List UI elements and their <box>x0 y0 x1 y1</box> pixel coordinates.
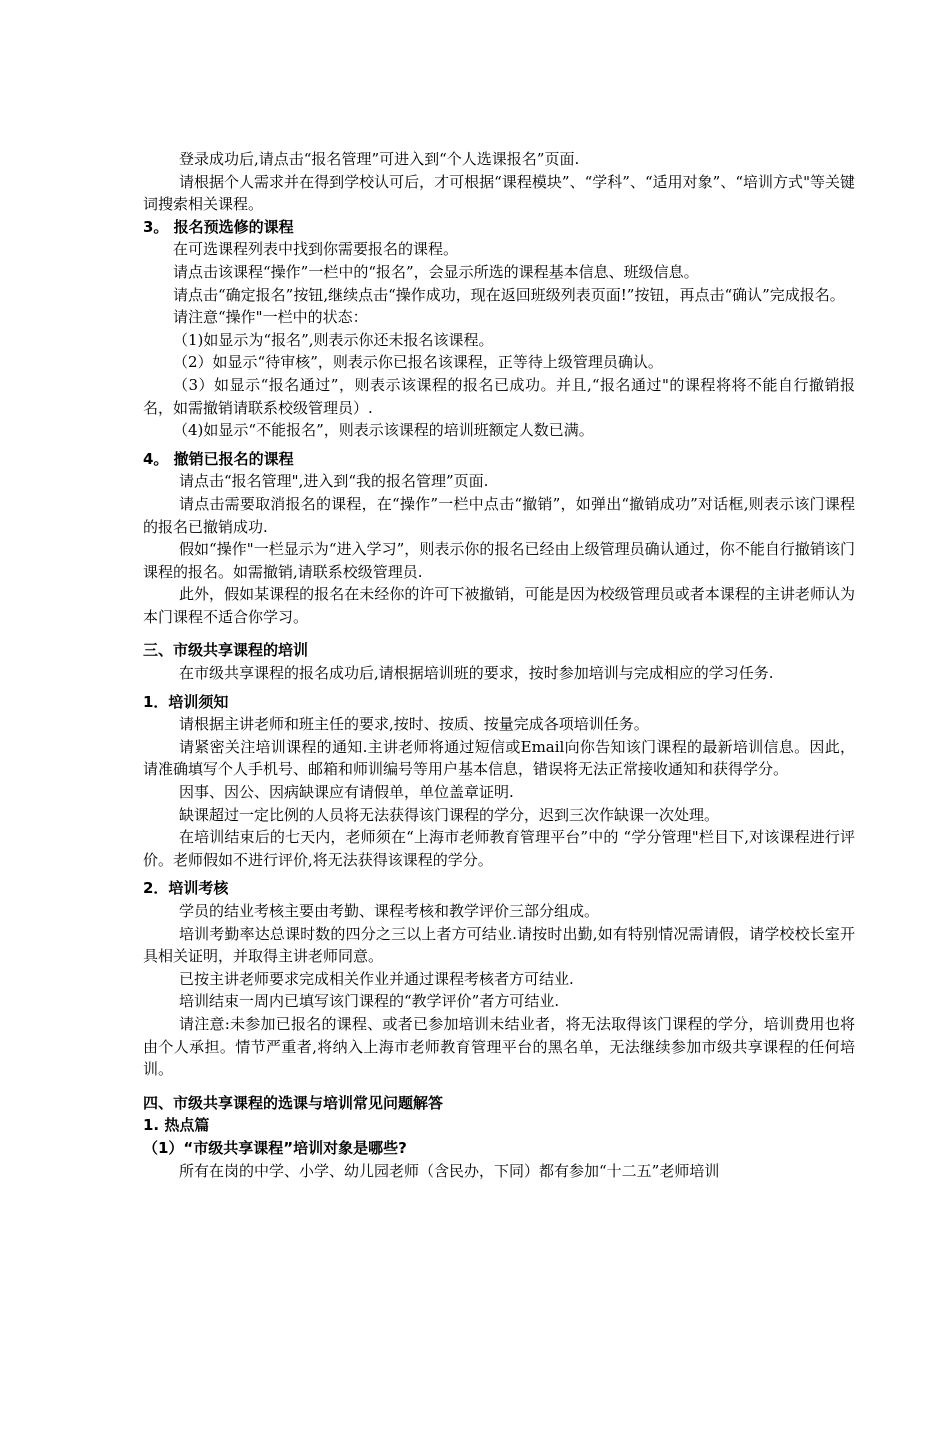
paragraph: 在培训结束后的七天内，老师须在“上海市老师教育管理平台”中的 “学分管理"栏目下,对该课程进行评价。老师假如不进行评价,将无法获得该课程的学分。 <box>143 828 855 869</box>
paragraph: 培训结束一周内已填写该门课程的“教学评价”者方可结业. <box>179 992 560 1011</box>
question-heading: （1）“市级共享课程”培训对象是哪些? <box>143 1138 407 1157</box>
paragraph: 请注意“操作"一栏中的状态： <box>173 308 368 327</box>
subsection-heading: 1. 热点篇 <box>143 1116 210 1135</box>
subsection-heading: 2．培训考核 <box>143 879 229 898</box>
paragraph: 假如“操作"一栏显示为“进入学习”，则表示你的报名已经由上级管理员确认通过，你不能自行撤销该门课程的报名。如需撤销,请联系校级管理员. <box>143 540 855 581</box>
paragraph: 请点击需要取消报名的课程，在“操作”一栏中点击“撤销”，如弹出“撤销成功”对话框,则表示该门课程的报名已撤销成功. <box>143 494 855 536</box>
paragraph: 在市级共享课程的报名成功后,请根据培训班的要求，按时参加培训与完成相应的学习任务. <box>179 664 774 683</box>
paragraph: 请根据个人需求并在得到学校认可后，才可根据“课程模块”、“学科”、“适用对象”、“培训方式"等关键词搜索相关课程。 <box>143 172 855 214</box>
subsection-heading: 4。 撤销已报名的课程 <box>143 449 294 468</box>
paragraph: 请点击“确定报名”按钮,继续点击“操作成功，现在返回班级列表页面!”按钮，再点击“确认”完成报名。 <box>173 285 845 304</box>
paragraph: （1)如显示为“报名”,则表示你还未报名该课程。 <box>173 330 494 349</box>
section-heading: 三、市级共享课程的培训 <box>143 641 309 660</box>
paragraph: 因事、因公、因病缺课应有请假单，单位盖章证明. <box>179 783 514 802</box>
paragraph: 在可选课程列表中找到你需要报名的课程。 <box>173 240 459 259</box>
paragraph: 请根据主讲老师和班主任的要求,按时、按质、按量完成各项培训任务。 <box>179 715 649 734</box>
paragraph: 登录成功后,请点击“报名管理”可进入到“个人选课报名”页面. <box>179 150 580 168</box>
paragraph: 学员的结业考核主要由考勤、课程考核和教学评价三部分组成。 <box>179 902 600 920</box>
paragraph: （3）如显示“报名通过”，则表示该课程的报名已成功。并且,“报名通过"的课程将将不能自行撤销报名，如需撤销请联系校级管理员）. <box>143 375 855 417</box>
paragraph: 所有在岗的中学、小学、幼儿园老师（含民办，下同）都有参加“十二五”老师培训 <box>179 1161 720 1180</box>
paragraph: 缺课超过一定比例的人员将无法获得该门课程的学分，迟到三次作缺课一次处理。 <box>179 805 720 824</box>
document-body <box>143 148 855 1182</box>
paragraph: 请紧密关注培训课程的通知.主讲老师将通过短信或Email向你告知该门课程的最新培训信息。因此，请准确填写个人手机号、邮箱和师训编号等用户基本信息，错误将无法正常接收通知和获得学分。 <box>143 737 855 779</box>
paragraph: 请注意:未参加已报名的课程、或者已参加培训未结业者，将无法取得该门课程的学分，培训费用也将由个人承担。情节严重者,将纳入上海市老师教育管理平台的黑名单，无法继续参加市级共享课程的任何培训。 <box>143 1014 855 1079</box>
section-heading: 四、市级共享课程的选课与培训常见问题解答 <box>143 1093 444 1112</box>
subsection-heading: 3。 报名预选修的课程 <box>143 217 294 236</box>
paragraph: 请点击“报名管理",进入到“我的报名管理”页面. <box>179 472 489 491</box>
paragraph: （4)如显示“不能报名”，则表示该课程的培训班额定人数已满。 <box>173 421 594 440</box>
paragraph: 请点击该课程“操作”一栏中的“报名”，会显示所选的课程基本信息、班级信息。 <box>173 262 699 281</box>
paragraph: 培训考勤率达总课时数的四分之三以上者方可结业.请按时出勤,如有特别情况需请假，请学校校长室开具相关证明，并取得主讲老师同意。 <box>143 924 855 966</box>
paragraph: 此外，假如某课程的报名在未经你的许可下被撤销，可能是因为校级管理员或者本课程的主讲老师认为本门课程不适合你学习。 <box>143 585 855 626</box>
paragraph: 已按主讲老师要求完成相关作业并通过课程考核者方可结业. <box>179 969 574 988</box>
subsection-heading: 1．培训须知 <box>143 692 229 711</box>
paragraph: （2）如显示“待审核”，则表示你已报名该课程，正等待上级管理员确认。 <box>173 353 663 372</box>
